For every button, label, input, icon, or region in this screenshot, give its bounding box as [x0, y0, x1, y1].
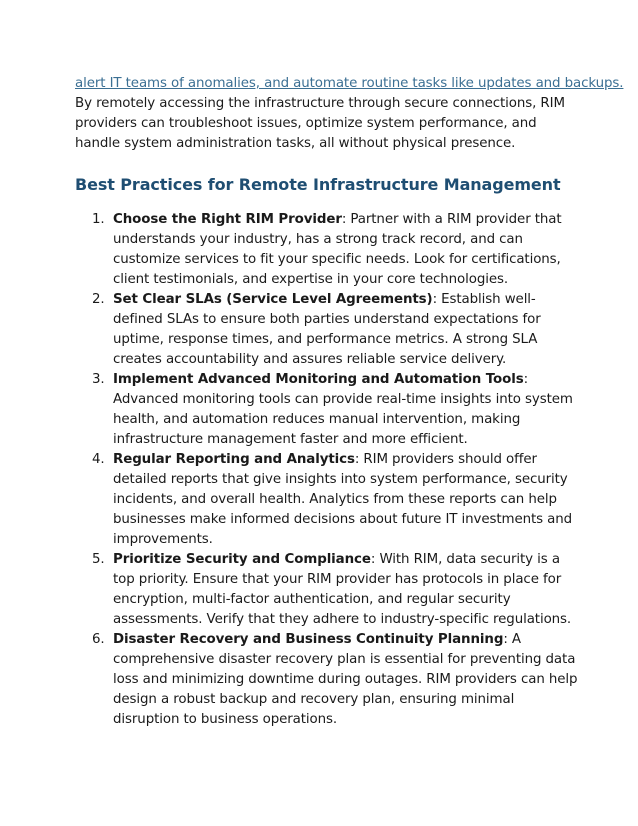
list-item-number: 1.	[92, 212, 105, 227]
list-item-number: 2.	[92, 292, 105, 307]
list-item-number: 3.	[92, 372, 105, 387]
list-item-text: : Partner with a RIM provider that understands your industry, has a strong track record, and can customize services to fit your specific needs. Look for certifications, client testimonials, and expertise in your core technologies.	[113, 212, 562, 287]
list-item-title: Regular Reporting and Analytics	[113, 452, 355, 467]
list-item-text: : RIM providers should offer detailed reports that give insights into system performance, security incidents, and overall health. Analytics from these reports can help businesses make informed decisions about future IT investments and improvements.	[113, 452, 573, 547]
list-item-title: Implement Advanced Monitoring and Automation Tools	[113, 372, 524, 387]
list-item-title: Set Clear SLAs (Service Level Agreements)	[113, 292, 433, 307]
list-item-title: Choose the Right RIM Provider	[113, 212, 342, 227]
list-item	[75, 210, 578, 290]
list-item	[75, 550, 578, 630]
list-item	[75, 450, 578, 550]
list-item	[75, 290, 578, 370]
list-item-text: : A comprehensive disaster recovery plan is essential for preventing data loss and minimizing downtime during outages. RIM providers can help design a robust backup and recovery plan, ensuring minimal disruption to business operations.	[113, 632, 578, 727]
list-item	[75, 370, 578, 450]
practices-list	[75, 210, 578, 730]
list-item-title: Disaster Recovery and Business Continuity Planning	[113, 632, 504, 647]
list-item-number: 5.	[92, 552, 105, 567]
list-item-title: Prioritize Security and Compliance	[113, 552, 371, 567]
list-item-number: 4.	[92, 452, 105, 467]
intro-link[interactable]: alert IT teams of anomalies, and automate routine tasks like updates and backups.	[75, 76, 624, 91]
list-item-text: : With RIM, data security is a top priority. Ensure that your RIM provider has protocols in place for encryption, multi-factor authentication, and regular security assessments. Verify that they adhere to industry-specific regulations.	[113, 552, 572, 627]
list-item-text: : Advanced monitoring tools can provide real-time insights into system health, and automation reduces manual intervention, making infrastructure management faster and more efficient.	[113, 372, 573, 447]
section-heading: Best Practices for Remote Infrastructure Management	[75, 175, 561, 194]
list-item-number: 6.	[92, 632, 105, 647]
intro-paragraph: By remotely accessing the infrastructure through secure connections, RIM providers can troubleshoot issues, optimize system performance, and handle system administration tasks, all without physical presence.	[75, 96, 565, 151]
list-item	[75, 630, 578, 730]
list-item-text: : Establish well-defined SLAs to ensure both parties understand expectations for uptime, response times, and performance metrics. A strong SLA creates accountability and assures reliable service delivery.	[113, 292, 541, 367]
